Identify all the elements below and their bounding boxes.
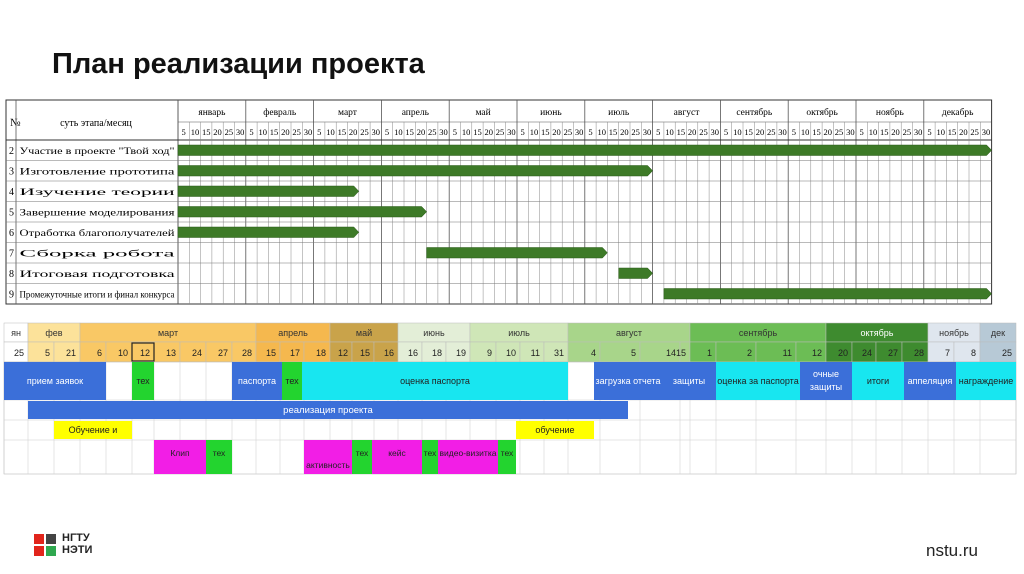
chart1-day-label: 5 — [656, 127, 661, 137]
chart1-month-label: ноябрь — [875, 108, 904, 118]
chart1-day-label: 5 — [181, 127, 186, 137]
logo-grey-square — [46, 534, 56, 544]
chart1-row-number: 6 — [9, 228, 14, 239]
chart2-month-label: ян — [11, 328, 21, 338]
chart1-day-label: 30 — [642, 127, 652, 137]
chart1-day-label: 25 — [767, 127, 776, 137]
logo-white-square — [34, 546, 44, 556]
chart1-day-label: 25 — [428, 127, 437, 137]
chart1-day-label: 20 — [891, 127, 900, 137]
chart1-day-label: 30 — [710, 127, 719, 137]
chart2-day-label: 21 — [65, 348, 76, 358]
chart2-day-label: 9 — [486, 348, 492, 358]
chart2-phase-bar-label: загрузка отчета — [595, 376, 661, 386]
chart2-day-label: 13 — [165, 348, 176, 358]
chart1-month-label: июль — [608, 108, 630, 118]
chart2-day-label: 16 — [383, 348, 394, 358]
chart2-day-label: 31 — [553, 348, 564, 358]
chart2-day-label: 11 — [530, 348, 540, 358]
chart1-day-label: 10 — [800, 127, 810, 137]
chart2-day-label: 5 — [630, 348, 636, 358]
chart2-phase-bar-label: итоги — [866, 376, 890, 386]
chart1-row-label: Сборка робота — [19, 248, 175, 259]
chart1-row-label: Отработка благополучателей — [19, 228, 175, 238]
chart1-day-label: 25 — [902, 127, 912, 137]
chart1-day-label: 15 — [473, 127, 482, 137]
chart1-day-label: 10 — [326, 127, 335, 137]
chart2-day-label: 6 — [96, 348, 102, 358]
chart1-day-label: 10 — [868, 127, 878, 137]
chart1-day-label: 25 — [495, 127, 505, 137]
chart1-day-label: 5 — [927, 127, 932, 137]
chart1-day-label: 15 — [947, 127, 957, 137]
chart2-day-label: 8 — [970, 348, 976, 358]
logo-text — [62, 532, 92, 556]
chart1-month-label: апрель — [401, 108, 429, 118]
chart1-day-label: 30 — [303, 127, 313, 137]
chart1-month-label: март — [338, 108, 357, 118]
chart1-row-number: 8 — [9, 269, 14, 280]
chart1-day-label: 25 — [631, 127, 640, 137]
chart1-row-number: 5 — [9, 207, 14, 219]
chart2-day-label: 14 — [665, 348, 676, 358]
chart1-month-label: май — [475, 108, 491, 118]
chart2-phase-bar-label: защиты — [672, 376, 706, 386]
chart1-day-label: 5 — [588, 127, 593, 137]
chart2-month-label: фев — [45, 328, 63, 338]
chart2-content-bar-label: тех — [500, 448, 514, 458]
chart2-day-label: 25 — [1001, 348, 1012, 358]
chart1-day-label: 25 — [292, 127, 301, 137]
chart1-day-label: 20 — [823, 127, 832, 137]
nstu-logo-icon — [34, 534, 56, 556]
chart2-day-label: 28 — [913, 348, 924, 358]
chart1-day-label: 30 — [778, 127, 787, 137]
chart1-day-label: 15 — [269, 127, 279, 137]
chart2-content-bar-label: кейс — [388, 448, 406, 458]
chart1-row-number: 9 — [9, 289, 14, 301]
chart2-day-label: 11 — [782, 348, 792, 358]
chart1-day-label: 30 — [439, 127, 448, 137]
chart1-num-header: № — [10, 117, 21, 129]
chart1-row-number: 2 — [9, 146, 14, 157]
chart1-row-label: Итоговая подготовка — [19, 269, 175, 279]
chart2-month-label: апрель — [278, 328, 308, 338]
chart2-day-label: 19 — [455, 348, 466, 358]
chart1-day-label: 30 — [913, 127, 923, 137]
chart1-day-label: 15 — [202, 127, 211, 137]
chart1-row-number: 7 — [9, 248, 14, 260]
chart1-day-label: 5 — [317, 127, 322, 137]
chart2-month-label: октябрь — [860, 328, 894, 338]
chart1-day-label: 10 — [936, 127, 945, 137]
chart1-day-label: 10 — [461, 127, 471, 137]
chart1-day-label: 5 — [791, 127, 796, 137]
chart2-content-bar-label: тех — [355, 448, 369, 458]
site-url: nstu.ru — [926, 541, 978, 560]
chart2-content-bar-label: Клип — [170, 448, 190, 458]
chart2-day-cell — [928, 342, 954, 362]
chart1-day-label: 10 — [394, 127, 403, 137]
chart2-phase-bar-label: тех — [136, 376, 150, 386]
chart1-month-label: февраль — [263, 108, 297, 118]
chart2-day-label: 1 — [706, 348, 712, 358]
chart2-phase-bar-label: прием заявок — [26, 376, 84, 386]
chart2-implementation-bar-label: реализация проекта — [283, 405, 373, 416]
chart1-day-label: 25 — [563, 127, 573, 137]
chart1-day-label: 15 — [541, 127, 550, 137]
chart2-day-cell — [80, 342, 106, 362]
chart2-day-label: 16 — [407, 348, 418, 358]
chart2-day-label: 4 — [590, 348, 596, 358]
chart2-month-label: ноябрь — [939, 328, 969, 338]
chart1-day-label: 10 — [190, 127, 200, 137]
chart2-content-bar-label: тех — [423, 448, 437, 458]
slide-title: План реализации проекта — [52, 48, 425, 80]
chart1-day-label: 20 — [416, 127, 426, 137]
chart2-day-label: 12 — [139, 348, 150, 358]
chart1-day-label: 10 — [597, 127, 606, 137]
chart2-day-label: 12 — [337, 348, 348, 358]
chart1-month-label: сентябрь — [736, 108, 773, 118]
chart2-day-label: 27 — [217, 348, 228, 358]
chart2-phase-bar-label: оценка паспорта — [400, 376, 470, 386]
chart1-day-label: 10 — [733, 127, 742, 137]
chart1-day-label: 20 — [213, 127, 222, 137]
chart2-day-label: 24 — [861, 348, 872, 358]
chart1-day-label: 20 — [959, 127, 968, 137]
chart1-day-label: 5 — [723, 127, 729, 137]
chart2-day-label: 18 — [315, 348, 326, 358]
logo-line-1: НГТУ — [62, 532, 90, 544]
logo-red-square — [34, 534, 44, 544]
chart1-row-number: 4 — [9, 187, 14, 198]
chart1-month-label: октябрь — [806, 108, 838, 118]
chart1-day-label: 10 — [665, 127, 674, 137]
chart2-day-label: 10 — [117, 348, 128, 358]
chart1-day-label: 30 — [846, 127, 855, 137]
chart1-day-label: 20 — [687, 127, 697, 137]
chart2-day-label: 15 — [359, 348, 370, 358]
chart1-day-label: 25 — [834, 127, 844, 137]
chart1-day-label: 5 — [452, 127, 457, 137]
chart1-day-label: 5 — [520, 127, 525, 137]
chart1-day-label: 25 — [970, 127, 979, 137]
chart2-month-label: июль — [508, 328, 530, 338]
chart1-month-label: декабрь — [941, 108, 974, 118]
chart1-day-label: 5 — [859, 127, 864, 137]
chart1-day-label: 30 — [507, 127, 516, 137]
chart2-day-label: 5 — [44, 348, 50, 358]
chart2-phase-bar-label: очные — [813, 369, 839, 379]
chart2-month-label: март — [157, 328, 179, 338]
chart1-day-label: 5 — [249, 127, 254, 137]
chart2-day-cell — [28, 342, 54, 362]
chart2-month-label: июнь — [423, 328, 445, 338]
chart1-row-label: Участие в проекте "Твой ход" — [19, 146, 175, 156]
chart2-day-label: 20 — [837, 348, 848, 358]
chart1-day-label: 20 — [281, 127, 290, 137]
chart2-phase-bar-label: оценка за паспорта — [717, 376, 799, 386]
chart1-day-label: 5 — [384, 127, 390, 137]
chart2-training-bar-label: обучение — [535, 425, 575, 435]
chart1-day-label: 20 — [755, 127, 765, 137]
chart1-day-label: 30 — [981, 127, 991, 137]
chart1-day-label: 30 — [371, 127, 380, 137]
chart2-training-bar-label: Обучение и — [68, 425, 118, 435]
chart2-day-label: 15 — [265, 348, 276, 358]
chart2-day-label: 15 — [675, 348, 686, 358]
chart1-month-label: август — [673, 108, 700, 118]
chart1-day-label: 25 — [699, 127, 708, 137]
chart2-day-cell — [690, 342, 716, 362]
chart2-phase-bar-label: защиты — [809, 382, 843, 392]
chart2-day-label: 27 — [887, 348, 898, 358]
chart1-day-label: 20 — [552, 127, 561, 137]
chart1-stage-header: суть этапа/месяц — [60, 118, 132, 129]
chart2-day-label: 7 — [944, 348, 950, 358]
chart1-day-label: 10 — [529, 127, 539, 137]
chart2-day-label: 25 — [13, 348, 24, 358]
chart2-phase-bar — [800, 362, 852, 400]
chart2-content-bar-label: видео-визитка — [439, 448, 497, 458]
chart2-day-label: 18 — [431, 348, 442, 358]
chart1-day-label: 20 — [348, 127, 358, 137]
chart1-row-label: Промежуточные итоги и финал конкурса — [19, 289, 175, 300]
chart2-phase-bar-label: аппеляция — [907, 376, 953, 386]
chart2-day-cell — [954, 342, 980, 362]
chart1-row-label: Изучение теории — [19, 187, 175, 197]
logo-line-2: НЭТИ — [62, 544, 93, 556]
chart1-day-label: 15 — [337, 127, 347, 137]
chart1-day-label: 30 — [235, 127, 245, 137]
chart2-phase-bar-label: награждение — [958, 376, 1014, 386]
chart2-day-label: 12 — [811, 348, 822, 358]
chart2-phase-bar-label: тех — [285, 376, 299, 386]
chart1-row-label: Завершение моделирования — [19, 207, 175, 218]
chart1-month-label: июнь — [540, 108, 562, 118]
chart1-row-number: 3 — [9, 166, 14, 178]
chart2-day-label: 17 — [289, 348, 300, 358]
logo-green-square — [46, 546, 56, 556]
chart2-day-label: 28 — [241, 348, 252, 358]
chart1-day-label: 20 — [484, 127, 493, 137]
chart2-day-label: 10 — [505, 348, 516, 358]
chart2-phase-bar-label: паспорта — [237, 376, 277, 386]
chart2-content-bar-label: тех — [212, 448, 226, 458]
chart1-day-label: 15 — [744, 127, 753, 137]
chart1-day-label: 15 — [405, 127, 414, 137]
chart1-day-label: 15 — [608, 127, 618, 137]
chart1-day-label: 25 — [224, 127, 234, 137]
chart1-day-label: 15 — [812, 127, 821, 137]
chart2-month-label: дек — [990, 328, 1006, 338]
chart2-content-bar-label: активность — [306, 460, 350, 470]
chart1-month-label: январь — [198, 108, 226, 118]
chart2-month-label: сентябрь — [738, 328, 778, 338]
chart2-day-cell — [470, 342, 496, 362]
chart2-month-label: май — [355, 328, 373, 338]
chart1-day-label: 25 — [360, 127, 369, 137]
chart1-day-label: 30 — [574, 127, 584, 137]
chart1-day-label: 15 — [880, 127, 889, 137]
chart2-day-label: 24 — [191, 348, 202, 358]
chart1-day-label: 20 — [620, 127, 629, 137]
chart1-day-label: 10 — [258, 127, 267, 137]
chart2-month-label: август — [615, 328, 643, 338]
chart2-day-label: 2 — [746, 348, 752, 358]
chart1-row-label: Изготовление прототипа — [19, 166, 175, 177]
chart1-day-label: 15 — [676, 127, 686, 137]
